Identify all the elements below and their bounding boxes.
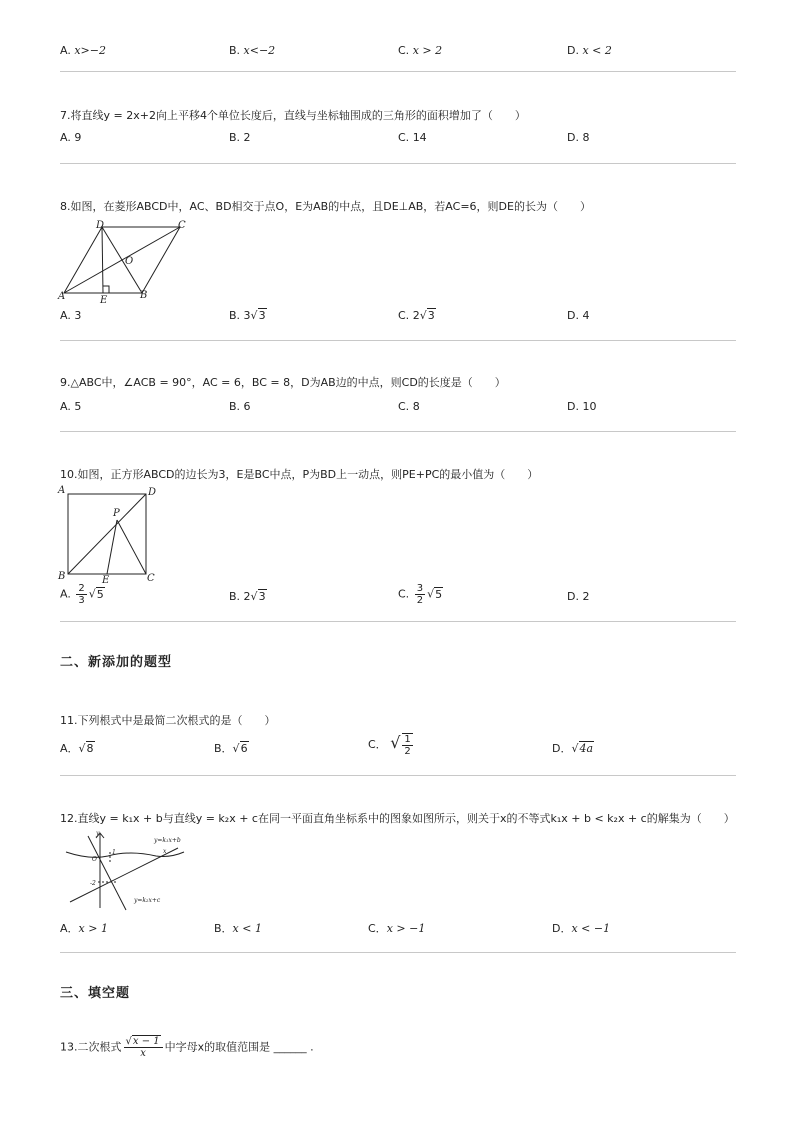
- line1-label: y=k₁x+b: [154, 837, 181, 844]
- sqrt-sign: √: [88, 587, 96, 601]
- label-b: B: [58, 571, 66, 582]
- label-c: C: [147, 573, 155, 584]
- axis-x-label: x: [163, 848, 167, 855]
- fraction: $\frac{√x - 1}{x}$: [124, 1036, 163, 1059]
- q12-graph-figure: [60, 830, 190, 912]
- q10-option-c: C. $\frac{3}{2}$ √5: [398, 583, 443, 606]
- option-letter: A.: [60, 44, 71, 57]
- option-text: x > −1: [386, 922, 426, 935]
- fraction: $\frac{2}{3}$: [78, 583, 85, 606]
- q8-option-c: C. 2√3: [398, 309, 435, 322]
- sqrt-sign: √: [419, 309, 427, 322]
- option-coef: 2: [412, 309, 420, 322]
- option-coef: 3: [243, 309, 251, 322]
- divider: [60, 340, 736, 341]
- q11-option-d: D．√4a: [552, 742, 594, 755]
- line2-label: y=k₂x+c: [134, 897, 161, 904]
- divider: [60, 621, 736, 622]
- q11-option-a: A．√8: [60, 742, 94, 755]
- label-d: D: [148, 487, 157, 498]
- q12-option-d: D．x < −1: [552, 922, 611, 935]
- q11-stem: 11.下列根式中是最简二次根式的是（ ）: [60, 714, 276, 727]
- q8-stem: 8.如图，在菱形ABCD中，AC、BD相交于点O，E为AB的中点，且DE⊥AB，若AC=6，则DE的长为（ ）: [60, 200, 591, 213]
- sqrt-sign: √: [78, 742, 86, 755]
- option-text: 2: [582, 590, 590, 603]
- option-text: x > 1: [78, 922, 108, 935]
- q12-option-c: C．x > −1: [368, 922, 426, 935]
- sqrt-sign: √: [250, 309, 258, 322]
- option-letter: C.: [398, 44, 410, 57]
- option-text: 8: [412, 400, 420, 413]
- option-letter: B.: [229, 44, 241, 57]
- option-text: 5: [74, 400, 82, 413]
- q11-option-b: B．√6: [214, 742, 248, 755]
- label-a: A: [58, 485, 66, 496]
- q12-stem: 12.直线y = k₁x + b与直线y = k₂x + c在同一平面直角坐标系中的图象如图所示，则关于x的不等式k₁x + b < k₂x + c的解集为（ ）: [60, 812, 735, 825]
- divider: [60, 163, 736, 164]
- tick-neg2-label: -2: [90, 880, 96, 887]
- q6-option-c: [398, 44, 442, 57]
- fraction: $\frac{1}{2}$: [404, 734, 411, 757]
- option-text: x<−2: [243, 44, 276, 57]
- sqrt-sign: √: [232, 742, 240, 755]
- option-text: x < 1: [232, 922, 262, 935]
- q13-pre: 13.二次根式: [60, 1040, 122, 1054]
- q8-rhombus-figure: [58, 220, 190, 306]
- sqrt-sign: √: [427, 587, 435, 601]
- q7-stem: 7.将直线y = 2x+2向上平移4个单位长度后，直线与坐标轴围成的三角形的面积增加了（ ）: [60, 109, 526, 122]
- divider: [60, 775, 736, 776]
- option-text: x < 2: [582, 44, 612, 57]
- option-text: 2: [243, 131, 251, 144]
- q11-option-c: C． √ $\frac{1}{2}$: [368, 733, 411, 757]
- label-p: P: [113, 508, 120, 519]
- label-c: C: [178, 220, 186, 231]
- option-text: 3: [74, 309, 82, 322]
- q7-option-c: C. 14: [398, 131, 427, 144]
- q10-option-a: A. $\frac{2}{3}$ √5: [60, 583, 104, 606]
- divider: [60, 952, 736, 953]
- q12-option-a: A．x > 1: [60, 922, 108, 935]
- option-text: 14: [412, 131, 427, 144]
- option-radicand: 3: [258, 309, 266, 322]
- label-e: E: [102, 575, 110, 586]
- q6-option-b: [229, 44, 275, 57]
- sqrt-sign: √: [390, 733, 401, 752]
- option-text: 6: [243, 400, 251, 413]
- q12-option-b: B．x < 1: [214, 922, 262, 935]
- q9-option-c: C. 8: [398, 400, 420, 413]
- sqrt-sign: √: [571, 742, 579, 755]
- label-b: B: [140, 290, 148, 301]
- q10-stem: 10.如图，正方形ABCD的边长为3，E是BC中点，P为BD上一动点，则PE+PC的最小值为（ ）: [60, 468, 539, 481]
- option-text: x > 2: [412, 44, 443, 57]
- section-title: 三、填空题: [60, 986, 131, 1001]
- option-text: 4: [582, 309, 590, 322]
- origin-label: O: [92, 856, 97, 863]
- q7-option-a: A. 9: [60, 131, 82, 144]
- tick-1-label: 1: [112, 849, 116, 856]
- option-letter: D.: [567, 44, 579, 57]
- q6-option-a: [60, 44, 106, 57]
- divider: [60, 431, 736, 432]
- axis-y-label: y: [96, 830, 100, 837]
- q8-option-b: B. 3√3: [229, 309, 266, 322]
- q9-stem: 9.△ABC中，∠ACB = 90°，AC = 6，BC = 8，D为AB边的中点，则CD的长度是（ ）: [60, 376, 506, 389]
- option-text: x>−2: [74, 44, 106, 57]
- q9-option-b: B. 6: [229, 400, 251, 413]
- q8-option-a: A. 3: [60, 309, 82, 322]
- q7-option-b: B. 2: [229, 131, 251, 144]
- label-a: A: [58, 291, 66, 302]
- option-text: 8: [582, 131, 590, 144]
- section-title: 二、新添加的题型: [60, 655, 173, 670]
- label-e: E: [100, 295, 108, 306]
- q9-option-a: A. 5: [60, 400, 82, 413]
- label-d: D: [96, 220, 105, 231]
- q9-option-d: D. 10: [567, 400, 597, 413]
- q10-option-d: D. 2: [567, 590, 590, 603]
- option-radicand: 3: [427, 309, 435, 322]
- option-text: x < −1: [571, 922, 611, 935]
- q8-option-d: D. 4: [567, 309, 590, 322]
- q10-square-figure: [58, 485, 162, 585]
- q13-stem: [60, 1036, 314, 1059]
- q6-option-d: [567, 44, 612, 57]
- label-o: O: [125, 256, 134, 267]
- q7-option-d: D. 8: [567, 131, 590, 144]
- q10-option-b: B. 2√3: [229, 590, 266, 603]
- divider: [60, 71, 736, 72]
- option-text: 10: [582, 400, 597, 413]
- option-text: 9: [74, 131, 82, 144]
- sqrt-sign: √: [250, 590, 258, 603]
- fraction: $\frac{3}{2}$: [416, 583, 424, 606]
- q13-post: 中字母x的取值范围是 ______ .: [164, 1040, 314, 1054]
- sqrt-sign: √: [125, 1036, 132, 1047]
